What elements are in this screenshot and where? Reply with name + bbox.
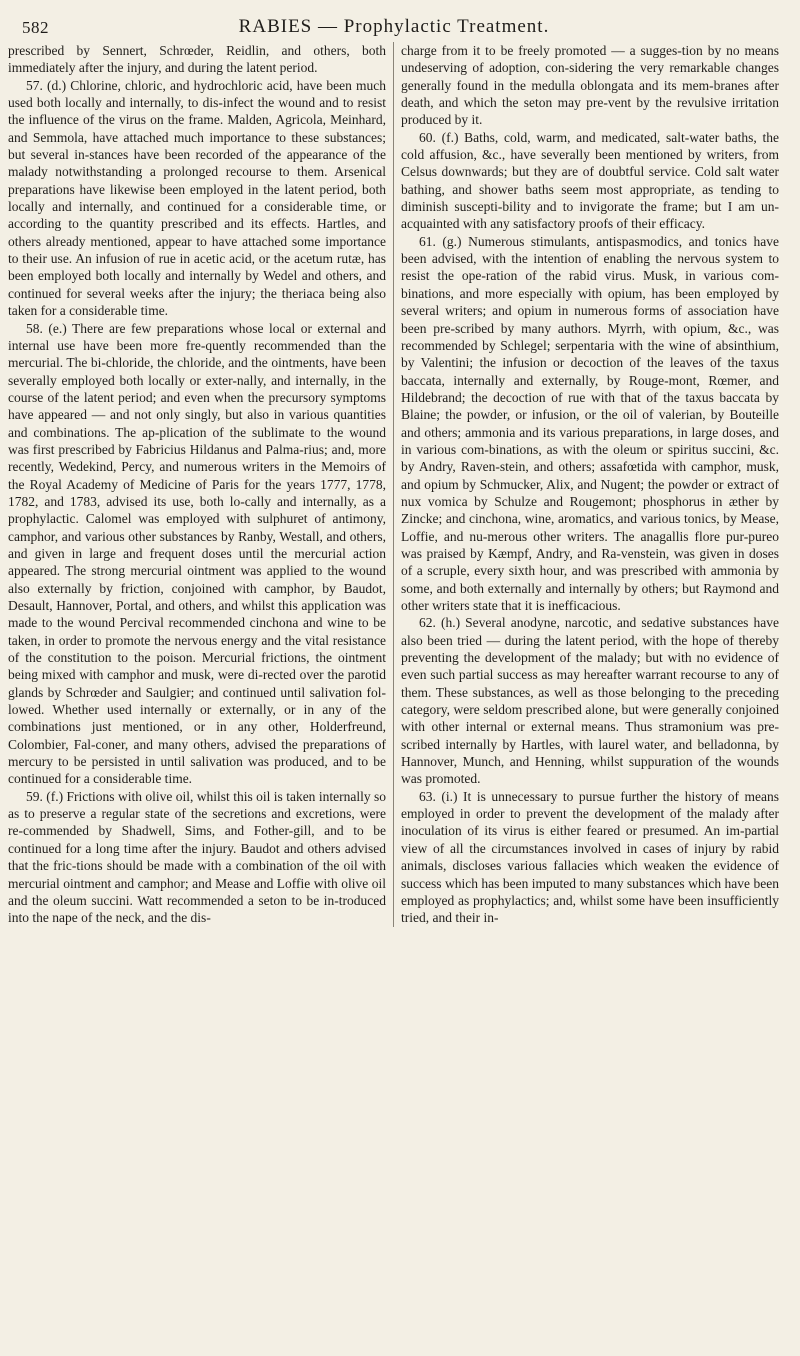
paragraph: charge from it to be freely promoted — a sugges-tion by no means undeserving of adoption, con-sidering the very remarkable changes generally found in the medulla oblongata and its mem-branes after death, and which the seton may pre-vent by the revulsive irritation produced by it. [401,43,779,128]
paragraph: 60. (f.) Baths, cold, warm, and medicated, salt-water baths, the cold affusion, &c., have severally been mentioned by writers, from Celsus downwards; but they are of doubtful service. Cold salt water bathing, and shower baths seem most appropriate, as tending to diminish suscepti-bility and to invigorate the frame; but I am un-acquainted with any satisfactory proofs of their efficacy. [401,129,779,232]
paragraph: 61. (g.) Numerous stimulants, antispasmodics, and tonics have been advised, with the intention of enabling the nervous system to resist the ope-ration of the rabid virus. Musk, in various com-binations, and more especially with opium, has been employed by several writers; and opium in numerous forms of association have been pre-scribed by many authors. Myrrh, with opium, &c., was recommended by Schlegel; serpentaria with the wine of absinthium, by Valentini; the infusion or decoction of the leaves of the taxus baccata, internally and externally, by Rouge-mont, Rœmer, and Hildebrand; the decoction of rue with that of the taxus baccata by Blaine; the powder, or infusion, or the oil of valerian, by Bouteille and others; ammonia and its various preparations, in large doses, and in various com-binations, as with the oleum or spiritus succini, &c. by Andry, Raven-stein, and others; assafœtida with camphor, musk, and opium by Schmucker, Alix, and Nugent; the powder or extract of nux vomica by Schulze and Rougemont; phosphorus in æther by Zincke; and cinchona, wine, aromatics, and various tonics, by Mease, Loffie, and nu-merous other writers. The anagallis flore pur-pureo was praised by Kæmpf, Andry, and Ra-venstein, was given in doses of a scruple, every sixth hour, and was prescribed with ammonia by some, and both externally and internally by others; but Raymond and other writers state that it is inefficacious. [401,233,779,613]
page-header [8,10,780,42]
paragraph: 57. (d.) Chlorine, chloric, and hydrochloric acid, have been much used both locally and internally, to dis-infect the wound and to resist the influence of the virus on the frame. Malden, Agricola, Meinhard, and Semmola, have attached much importance to these substances; but several in-stances have been recorded of the appearance of the malady notwithstanding a prolonged recourse to them. Arsenical preparations have likewise been employed in the latent period, both locally and internally, and continued for a considerable time, or according to the quantity prescribed and its effects. Hartles, and others already mentioned, appear to have attached some importance to their use. An infusion of rue in acetic acid, or the acetum rutæ, has been employed both locally and internally by Wedel and others, and continued for several weeks after the injury; the theriaca being also taken for a considerable time. [8,77,386,319]
paragraph: 63. (i.) It is unnecessary to pursue further the history of means employed in order to prevent the development of the malady after inoculation of its virus is either feared or presumed. An im-partial view of all the circumstances involved in cases of injury by rabid animals, discloses various fallacies which weaken the evidence of success which has been imputed to many substances which have been employed as prophylactics; and, whilst some have been insufficiently tried, and their in- [401,788,779,926]
paragraph: 59. (f.) Frictions with olive oil, whilst this oil is taken internally so as to preserve a regular state of the secretions and excretions, were re-commended by Shadwell, Sims, and Fother-gill, and to be continued for a long time after the injury. Baudot and others advised that the fric-tions should be made with a combination of the oil with mercurial ointment and camphor; and Mease and Loffie with olive oil and the oleum succini. Watt recommended a seton to be in-troduced into the nape of the neck, and the dis- [8,788,386,926]
paragraph: prescribed by Sennert, Schrœder, Reidlin, and others, both immediately after the injury, and during the latent period. [8,43,386,76]
left-column [8,42,393,927]
running-title: RABIES — Prophylactic Treatment. [238,16,550,37]
paragraph: 62. (h.) Several anodyne, narcotic, and sedative substances have also been tried — during the latent period, with the hope of thereby preventing the development of the malady; but with no evidence of even such partial success as may hereafter warrant recourse to any of them. These substances, as well as those belonging to the preceding category, were seldom prescribed alone, but were generally conjoined with other internal or external means. Thus stramonium was pre-scribed internally by Hartles, with laurel water, and belladonna, by Hannover, Munch, and Henning, whilst suppuration of the wounds was promoted. [401,615,779,787]
paragraph: 58. (e.) There are few preparations whose local or external and internal use have been more fre-quently recommended than the mercurial. The bi-chloride, the chloride, and the ointments, have been severally employed both locally or exter-nally, and internally, in the course of the latent period; and even when the precursory symptoms have appeared — and not only singly, but also in various quantities and combinations. The ap-plication of the sublimate to the wound was first prescribed by Fabricius Hildanus and Palma-rius; and, more recently, Wedekind, Percy, and numerous writers in the Memoirs of the Royal Academy of Medicine of Paris for the years 1777, 1778, 1782, and 1783, advised its use, both lo-cally and internally, as a prophylactic. Calomel was employed with sulphuret of antimony, camphor, and various other substances by Ranby, Westall, and others, and given in large and frequent doses until the mercurial action appeared. The strong mercurial ointment was applied to the wound also externally by friction, conjoined with camphor, by Baudot, Desault, Hannover, Portal, and others, and whilst this application was made to the wound Percival recommended cinchona and wine to be taken, in order to promote the nervous energy and the vital resistance of the constitution to the poison. Mercurial frictions, the ointment being mixed with camphor and musk, were di-rected over the parotid glands by Schrœder and Saulgier; and continued until salivation fol-lowed. Whether used internally or externally, or in any of the combinations just mentioned, or in any other, Holderfreund, Colombier, Fal-coner, and many others, advised the preparations of mercury to be persisted in until salivation was produced, and to be continued for a considerable time. [8,320,386,787]
right-column [393,42,779,927]
text-columns [8,42,780,927]
page-number: 582 [22,18,49,37]
